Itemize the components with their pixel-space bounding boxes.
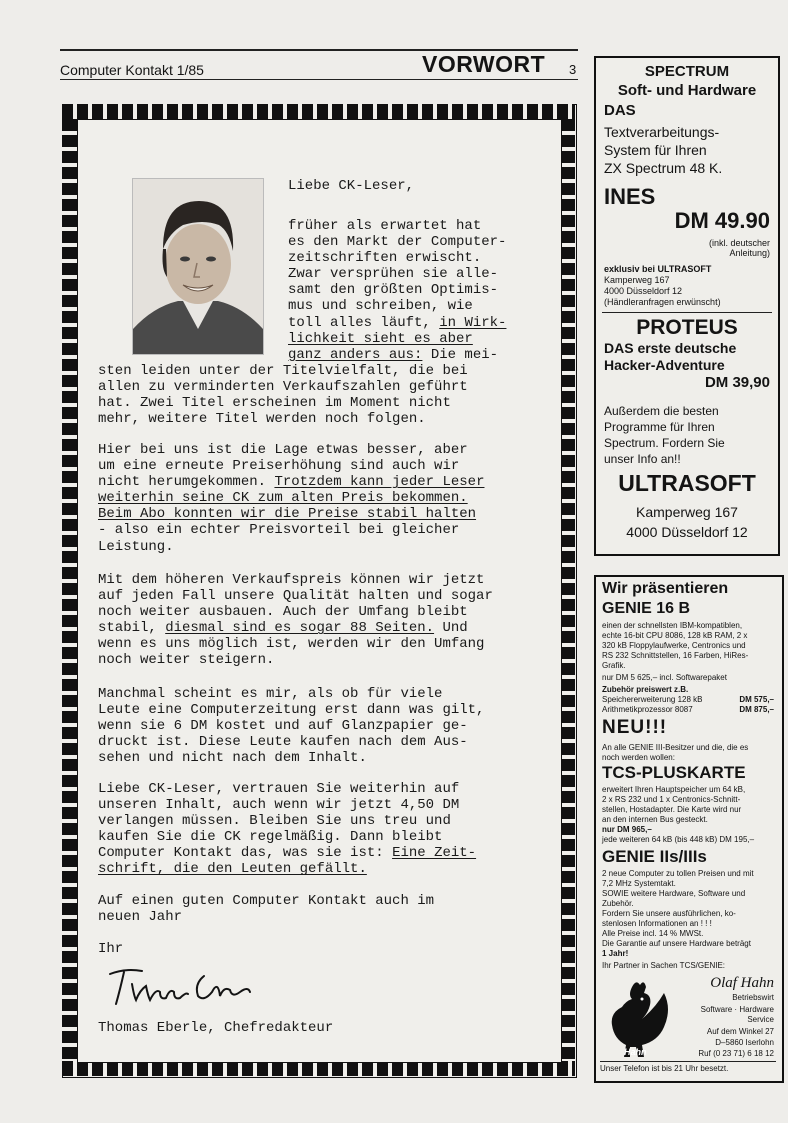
rooster-logo-text: Hahn	[624, 1047, 647, 1057]
ad-price: DM 49.90	[674, 208, 770, 233]
editor-portrait-icon	[133, 179, 263, 354]
ad-divider	[600, 1061, 776, 1062]
ad-company-line: Betriebswirt	[732, 993, 774, 1002]
ad-desc-line: 320 kB Floppylaufwerke, Centronics und	[602, 641, 746, 650]
ad-product2-desc: erweitert Ihren Hauptspeicher um 64 kB,	[602, 785, 746, 794]
ad-das: DAS	[604, 102, 636, 119]
ad-product3-desc: 2 neue Computer zu tollen Preisen und mit	[602, 869, 754, 878]
ad-product3-desc: Alle Preise incl. 14 % MWSt.	[602, 929, 704, 938]
letter-line: Die mei-	[422, 346, 499, 363]
magazine-issue: Computer Kontakt 1/85	[60, 62, 204, 78]
ad-product3-name: GENIE IIs/IIIs	[602, 847, 707, 866]
letter-paragraph-3	[98, 572, 493, 669]
ad-neu-desc: An alle GENIE III-Besitzer und die, die es	[602, 743, 749, 752]
underlined-phrase: diesmal sind es sogar 88 Seiten.	[165, 620, 435, 637]
ad-desc-line: ZX Spectrum 48 K.	[604, 160, 723, 176]
underlined-phrase: ganz anders aus:	[288, 346, 423, 363]
ad-desc-line: Grafik.	[602, 661, 626, 670]
ad-product3-desc: 7,2 MHz Systemtakt.	[602, 879, 676, 888]
ad-more-line: unser Info an!!	[604, 452, 681, 466]
frame-border-right	[560, 119, 575, 1061]
ad-company-line: Service	[747, 1015, 774, 1024]
ad-product2-desc: stellen, Hostadapter. Die Karte wird nur	[602, 805, 742, 814]
section-title: VORWORT	[422, 51, 546, 77]
frame-border-left	[62, 119, 77, 1061]
ad-more-line: Außerdem die besten	[604, 404, 719, 418]
ad-product2-name: TCS-PLUSKARTE	[602, 763, 746, 782]
ad-desc-line: System für Ihren	[604, 142, 707, 158]
letter-text: wenn es uns möglich ist, werden wir den Umfang noch weiter steigern.	[98, 636, 485, 669]
editor-photo	[132, 178, 264, 355]
ad-brand-address: Kamperweg 167	[636, 504, 738, 520]
letter-text: Mit dem höheren Verkaufspreis können wir jetzt auf jeden Fall unsere Qualität halten und sogar noch weiter ausbauen. Auch der Umfang bleibt stabil,	[98, 572, 493, 637]
ad-phone-note: Unser Telefon ist bis 21 Uhr besetzt.	[600, 1064, 729, 1073]
ad-product-name: GENIE 16 B	[602, 600, 691, 617]
ad-company: Olaf Hahn	[710, 975, 774, 991]
letter-line: es den Markt der Computer-	[288, 234, 507, 251]
ad-subtitle: Soft- und Hardware	[617, 82, 757, 99]
ad-accessories: Zubehör preiswert z.B.	[602, 685, 689, 694]
letter-closing: Ihr	[98, 941, 124, 957]
letter-paragraph-1-narrow	[288, 218, 506, 363]
ad-product-name: INES	[604, 184, 656, 209]
ad-product2-desc: 2 x RS 232 und 1 x Centronics-Schnitt-	[602, 795, 741, 804]
letter-paragraph-5	[98, 781, 476, 878]
header-rule-bottom	[60, 79, 578, 80]
underlined-phrase: Beim Abo konnten wir die Preise stabil halten	[98, 506, 477, 523]
letter-line: toll alles läuft,	[288, 314, 440, 331]
ad-accessory-price: DM 875,–	[739, 705, 774, 714]
ad-ultrasoft	[594, 56, 780, 556]
letter-paragraph-1-rest: sten leiden unter der Titelvielfalt, die bei allen zu verminderten Verkaufszahlen geführt hat. Zwei Titel erscheinen im Moment nicht mehr, weitere Titel werden noch folgen.	[98, 363, 468, 428]
ad-headline: Wir präsentieren	[602, 580, 729, 597]
letter-line: mus und schreiben, wie	[288, 298, 473, 315]
ad-product3-desc: SOWIE weitere Hardware, Software und	[602, 889, 746, 898]
ad-desc-line: Textverarbeitungs-	[604, 124, 720, 140]
ad-desc-line: einen der schnellsten IBM-kompatiblen,	[602, 621, 743, 630]
letter-paragraph-4: Manchmal scheint es mir, als ob für viele Leute eine Computerzeitung erst dann was gilt, wenn sie 6 DM kostet und auf Glanzpapier ge- druckt ist. Diese Leute kaufen nach dem Aus- sehen und nicht nach dem Inhalt.	[98, 686, 485, 767]
ad-price-note: (inkl. deutscher	[708, 238, 770, 248]
letter-text: Und	[434, 620, 468, 637]
letter-signoff: Thomas Eberle, Chefredakteur	[98, 1020, 334, 1036]
ad-product3-desc: stenlosen Informationen an ! ! !	[602, 919, 712, 928]
page-number: 3	[569, 62, 577, 77]
letter-line: früher als erwartet hat	[288, 218, 482, 234]
ad-company-line: Auf dem Winkel 27	[706, 1027, 774, 1036]
underlined-phrase: in Wirk-	[439, 314, 507, 331]
letter-paragraph-6: Auf einen guten Computer Kontakt auch im neuen Jahr	[98, 893, 435, 926]
signature-icon	[100, 962, 270, 1012]
ad-address-line: 4000 Düsseldorf 12	[604, 286, 683, 296]
ad-desc-line: RS 232 Schnittstellen, 16 Farben, HiRes-	[602, 651, 749, 660]
ad-brand: ULTRASOFT	[618, 470, 756, 496]
ad-genie-hahn	[594, 575, 784, 1083]
ad-price2: DM 39,90	[704, 374, 770, 391]
ad-more-line: Spectrum. Fordern Sie	[604, 436, 725, 450]
ad-product3-desc: Ihr Partner in Sachen TCS/GENIE:	[602, 961, 726, 970]
ad-accessory-label: Arithmetikprozessor 8087	[602, 705, 693, 714]
letter-line: Zwar versprühen sie alle-	[288, 266, 499, 283]
ad-price-note: Anleitung)	[729, 248, 770, 258]
frame-border-top	[62, 104, 575, 119]
letter-text: Hier bei uns ist die Lage etwas besser, aber um eine erneute Preiserhöhung sind auch wir nicht herumgekommen.	[98, 442, 468, 491]
underlined-phrase: weiterhin seine CK zum alten Preis bekommen.	[98, 490, 468, 507]
underlined-phrase: schrift, die den Leuten gefällt.	[98, 861, 367, 878]
ad-address-line: Kamperweg 167	[604, 275, 670, 285]
ad-price-line: nur DM 5 625,– incl. Softwarepaket	[602, 673, 727, 682]
ad-company-line: Ruf (0 23 71) 6 18 12	[698, 1049, 774, 1058]
ad-brand-address: 4000 Düsseldorf 12	[626, 524, 748, 540]
frame-border-bottom	[62, 1061, 575, 1076]
ad-accessory-label: Speichererweiterung 128 kB	[602, 695, 703, 704]
letter-text: - also ein echter Preisvorteil bei gleicher Leistung.	[98, 522, 460, 555]
letter-greeting: Liebe CK-Leser,	[288, 178, 415, 194]
ad-product2-name: PROTEUS	[636, 316, 738, 339]
ad-address-line: (Händleranfragen erwünscht)	[604, 297, 721, 307]
ad-more-line: Programme für Ihren	[604, 420, 715, 434]
ad-neu-desc: noch werden wollen:	[602, 753, 675, 762]
ad-product2-sub: Hacker-Adventure	[604, 357, 725, 373]
ad-product3-desc: Die Garantie auf unsere Hardware beträgt	[602, 939, 751, 948]
letter-text: Liebe CK-Leser, vertrauen Sie weiterhin auf unseren Inhalt, auch wenn wir jetzt 4,50 DM verlangen müssen. Bleiben Sie uns treu und kaufen Sie die CK regelmäßig. Dann bleibt Computer Kontakt das, was sie ist:	[98, 781, 460, 862]
underlined-phrase: Eine Zeit-	[392, 845, 477, 862]
ad-product2-desc: jede weiteren 64 kB (bis 448 kB) DM 195,–	[602, 835, 755, 844]
ad-neu: NEU!!!	[602, 717, 668, 738]
ad-company-line: Software · Hardware	[700, 1005, 774, 1014]
ad-product2-desc: nur DM 965,–	[602, 825, 652, 834]
ad-product2-desc: an den internen Bus gesteckt.	[602, 815, 708, 824]
letter-line: samt den größten Optimis-	[288, 282, 499, 299]
underlined-phrase: Trotzdem kann jeder Leser	[274, 474, 485, 491]
ad-accessory-price: DM 575,–	[739, 695, 774, 704]
underlined-phrase: lichkeit sieht es aber	[288, 330, 473, 347]
ad-divider	[602, 312, 772, 313]
ad-company-line: D–5860 Iserlohn	[715, 1038, 774, 1047]
ad-product2-sub: DAS erste deutsche	[604, 340, 737, 356]
signature	[100, 962, 270, 1017]
letter-line: zeitschriften erwischt.	[288, 250, 482, 267]
ad-product3-desc: Fordern Sie unsere ausführlichen, ko-	[602, 909, 736, 918]
rooster-logo	[602, 979, 672, 1069]
ad-product3-desc: 1 Jahr!	[602, 949, 629, 958]
letter-paragraph-2	[98, 442, 484, 555]
ad-desc-line: echte 16-bit CPU 8086, 128 kB RAM, 2 x	[602, 631, 748, 640]
ad-product3-desc: Zubehör.	[602, 899, 634, 908]
ad-title: SPECTRUM	[644, 63, 730, 80]
ad-exclusive: exklusiv bei ULTRASOFT	[604, 264, 712, 274]
